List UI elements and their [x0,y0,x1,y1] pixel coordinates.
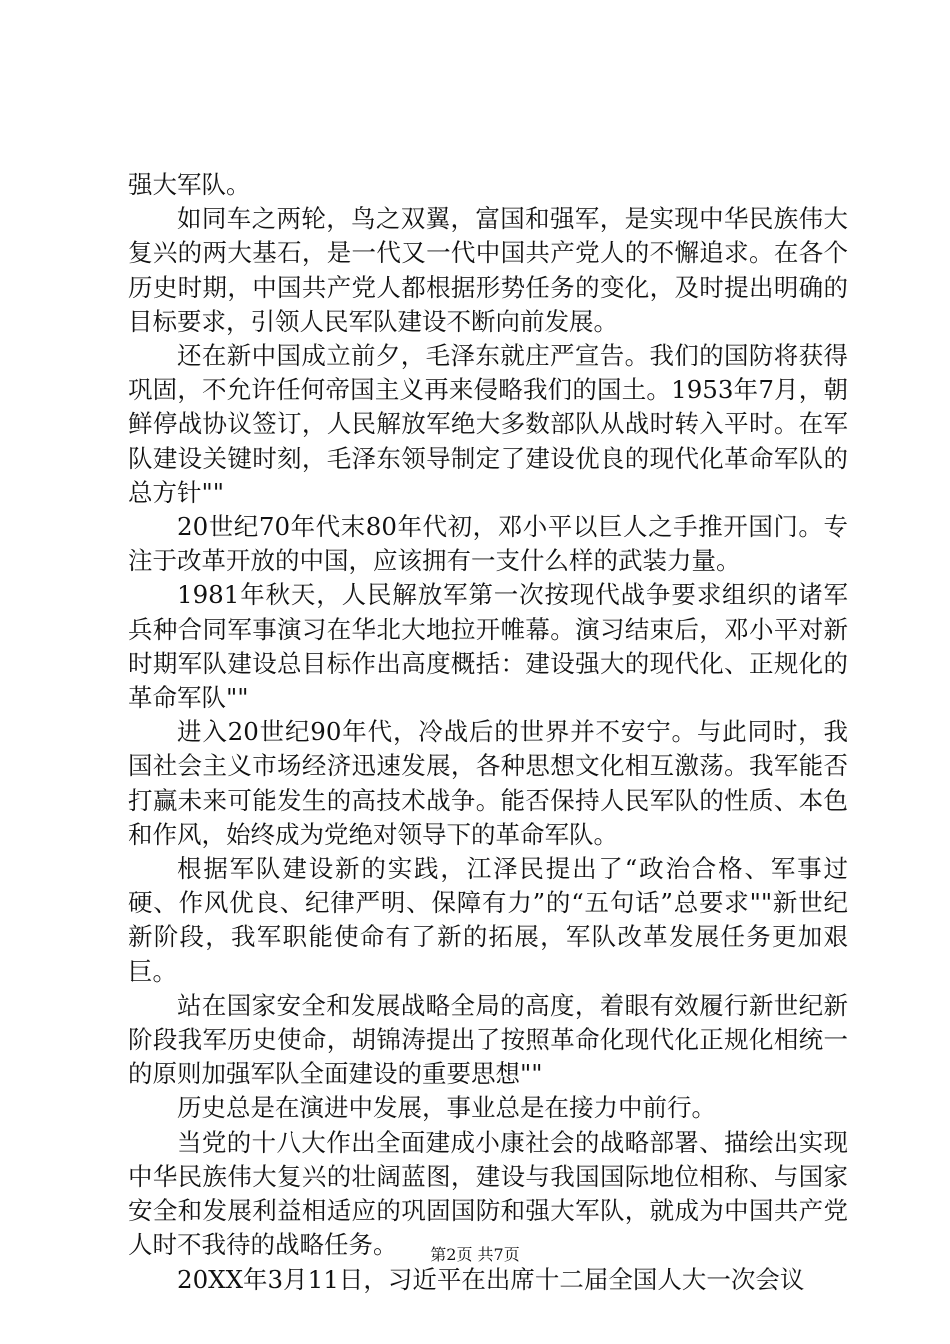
paragraph: 站在国家安全和发展战略全局的高度，着眼有效履行新世纪新阶段我军历史使命，胡锦涛提出了按照革命化现代化正规化相统一的原则加强军队全面建设的重要思想"" [128,990,848,1089]
paragraph: 20XX年3月11日，习近平在出席十二届全国人大一次会议 [177,1264,805,1294]
page-number-footer: 第2页 共7页 [430,1245,520,1264]
paragraph: 如同车之两轮，鸟之双翼，富国和强军，是实现中华民族伟大复兴的两大基石，是一代又一代中国共产党人的不懈追求。在各个历史时期，中国共产党人都根据形势任务的变化，及时提出明确的目标要求，引领人民军队建设不断向前发展。 [128,204,848,336]
paragraph: 历史总是在演进中发展，事业总是在接力中前行。 [177,1093,716,1123]
document-body [128,168,848,1297]
paragraph: 20世纪70年代末80年代初，邓小平以巨人之手推开国门。专注于改革开放的中国，应该拥有一支什么样的武装力量。 [128,512,848,576]
paragraph: 还在新中国成立前夕，毛泽东就庄严宣告。我们的国防将获得巩固，不允许任何帝国主义再来侵略我们的国土。1953年7月，朝鲜停战协议签订，人民解放军绝大多数部队从战时转入平时。在军队建设关键时刻，毛泽东领导制定了建设优良的现代化革命军队的总方针"" [128,341,848,507]
paragraph: 当党的十八大作出全面建成小康社会的战略部署、描绘出实现中华民族伟大复兴的壮阔蓝图，建设与我国国际地位相称、与国家安全和发展利益相适应的巩固国防和强大军队，就成为中国共产党人时不我待的战略任务。 [128,1127,848,1260]
paragraph: 进入20世纪90年代，冷战后的世界并不安宁。与此同时，我国社会主义市场经济迅速发展，各种思想文化相互激荡。我军能否打赢未来可能发生的高技术战争。能否保持人民军队的性质、本色和作风，始终成为党绝对领导下的革命军队。 [128,717,848,849]
paragraph: 1981年秋天，人民解放军第一次按现代战争要求组织的诸军兵种合同军事演习在华北大地拉开帷幕。演习结束后，邓小平对新时期军队建设总目标作出高度概括：建设强大的现代化、正规化的革命军队"" [128,580,848,713]
paragraph: 强大军队。 [128,170,251,199]
paragraph: 根据军队建设新的实践，江泽民提出了“政治合格、军事过硬、作风优良、纪律严明、保障有力”的“五句话”总要求""新世纪新阶段，我军职能使命有了新的拓展，军队改革发展任务更加艰巨。 [128,854,848,986]
